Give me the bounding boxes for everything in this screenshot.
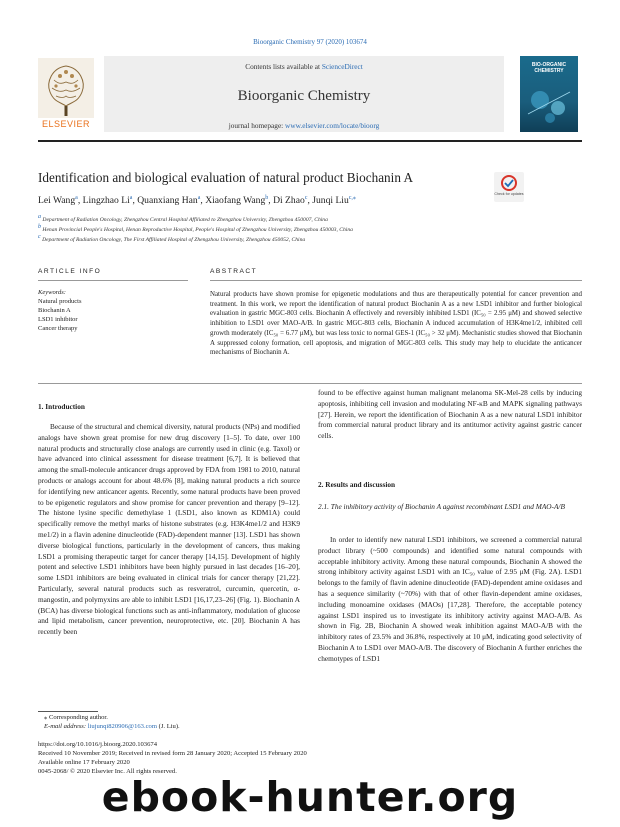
keywords-label: Keywords: (38, 289, 66, 296)
email-suffix: (J. Liu). (158, 723, 180, 730)
intro-paragraph: Because of the structural and chemical diversity, natural products (NPs) and modified analogs have shown great promise for new drug discovery [1–5]. To date, over 100 natural products and structurally close analogs are currently used in clinic (e.g. Taxol) or have advanced into clinical assessment for disease treatment [6,7]. It is believed that among the small-molecule anticancer drugs approved by FDA from 1981 to 2010, natural products or analogs account for about 48.6% [8], making natural products a rich source for identifying new anticancer agents. Recently, some natural products have been proved to be epigenetic regulators and show promise for cancer prevention and therapy [9–12]. The histone lysine specific demethylase 1 (LSD1, also known as KDM1A) could specifically remove the methyl marks of histone substrates (e.g. H3K4me1/2 and H3K9 me1/2) in a flavin adenine dinucleotide (FAD)-dependent manner [13]. LSD1 has shown diverse biological functions, particularly in the development of cancers, thus making LSD1 a promising therapeutic target for cancer therapy [14,15]. Development of highly potent and selective LSD1 inhibitors have been highly pursued in last decades [16–20], some LSD1 inhibitors are being evaluated in clinical trials for cancer therapy [21,22]. Particularly, several natural products such as resveratrol, curcumin, quercetin, α-mangostin, and polymyxins are able to inhibit LSD1 [16,17,23–26] (Fig. 1). Biochanin A (BCA) has diverse biological functions such as anti-inflammatory, modulation of glucose and lipid metabolism, cancer prevention, neuroprotective, etc. [20]. Biochanin A has recently been (38, 422, 300, 637)
affiliation (38, 224, 558, 233)
sciencedirect-link[interactable]: ScienceDirect (321, 62, 363, 71)
results-lead-paragraph: found to be effective against human malignant melanoma SK-Mel-28 cells by inducing apoptosis, inhibiting cell invasion and modulating NF-κB and MAPK signaling pathways [27]. Herein, we report the identification of Biochanin A as a new natural LSD1 inhibitor from commercial natural product library and its antitumor activity against gastric cancer cells. (318, 388, 582, 441)
article-info-heading: ARTICLE INFO (38, 268, 102, 275)
journal-citation[interactable]: Bioorganic Chemistry 97 (2020) 103674 (253, 38, 367, 46)
homepage-link[interactable]: www.elsevier.com/locate/bioorg (285, 121, 380, 130)
author-affil-sup[interactable]: b (265, 195, 269, 201)
contents-line (104, 62, 504, 71)
keyword: Natural products (38, 298, 82, 305)
keywords-block (38, 288, 188, 333)
affiliation (38, 234, 558, 243)
keyword: LSD1 inhibitor (38, 316, 78, 323)
results-heading: 2. Results and discussion (318, 480, 396, 489)
affil-text: Department of Radiation Oncology, The First Affiliated Hospital of Zhengzhou University, Zhengzhou 450052, China (42, 236, 306, 243)
email-label: E-mail address: (44, 723, 87, 730)
affil-sup: b (38, 224, 41, 230)
keyword: Biochanin A (38, 307, 71, 314)
affil-text: Henan Provincial People's Hospital, Henan Reproductive Hospital, People's Hospital of Zhengzhou University, Zhengzhou 450003, China (42, 226, 353, 233)
keyword: Cancer therapy (38, 325, 78, 332)
intro-heading: 1. Introduction (38, 402, 85, 411)
cover-title: BIO-ORGANIC CHEMISTRY (531, 62, 567, 74)
author-list: Lei Wang$^a$, Lingzhao Li$^a$, Quanxiang Han$^a$, Xiaofang Wang$^b$, Di Zhao$^c$, Junqi Liu$^{c,⁎}$ (38, 195, 356, 207)
author-name[interactable]: Di Zhao (273, 195, 305, 207)
homepage-line (104, 121, 504, 130)
email-link[interactable]: liujunqi820906@163.com (87, 723, 157, 730)
author-name[interactable]: Xiaofang Wang (205, 195, 266, 207)
watermark-text: ebook-hunter.org (101, 773, 519, 821)
author-name[interactable]: Junqi Liu (312, 195, 349, 207)
author-name[interactable]: Lingzhao Li (82, 195, 130, 207)
email-line (38, 722, 180, 732)
available-online: Available online 17 February 2020 (38, 759, 130, 766)
abstract-rule (210, 280, 582, 281)
author-name[interactable]: Quanxiang Han (137, 195, 198, 207)
affiliation (38, 214, 558, 223)
author-affil-sup[interactable]: c,⁎ (348, 195, 356, 201)
journal-title: Bioorganic Chemistry (237, 88, 371, 104)
homepage-prefix: journal homepage: (228, 121, 284, 130)
check-updates-label: Check for updates (494, 192, 524, 196)
contents-prefix: Contents lists available at (245, 62, 321, 71)
elsevier-logo (38, 58, 94, 130)
author-affil-sup[interactable]: a (129, 195, 133, 201)
abstract-bottom-rule (38, 383, 582, 384)
abstract-heading: ABSTRACT (210, 268, 258, 275)
header-divider (38, 140, 582, 142)
abstract-text: Natural products have shown promise for epigenetic modulations and thus are therapeutically potential for cancer prevention and treatment. In this work, we report the identification of natural product Biochanin A as a new LSD1 inhibitor and further biological evaluation in gastric MGC-803 cells. Biochanin A effectively and reversibly inhibited LSD1 (IC₅₀ = 2.95 μM) and showed selective inhibition to LSD1 over MAO-A/B. In gastric MGC-803 cells, Biochanin A induced accumulation of H3K4me1/2, inhibited cell growth moderately (IC₅₀ = 6.77 μM), but was less toxic to normal GES-1 (IC₅₀ > 32 μM). Mechanistic studies showed that Biochanin A suppressed colony formation, cell apoptosis, and migration of MGC-803 cells. This study may help to elucidate the anticancer mechanisms of Biochanin A. (210, 291, 582, 357)
author-affil-sup[interactable]: c (304, 195, 308, 201)
author-affil-sup[interactable]: a (75, 195, 78, 201)
doi-link[interactable]: https://doi.org/10.1016/j.bioorg.2020.103674 (38, 741, 157, 748)
results-paragraph: In order to identify new natural LSD1 inhibitors, we screened a commercial natural product library (~500 compounds) and identified some natural compounds with acceptable inhibitory activity. Among these natural compounds, Biochanin A showed the strong inhibitory activity against LSD1 with an IC₅₀ value of 2.95 μM (Fig. 2A). LSD1 belongs to the family of flavin adenine dinucleotide (FAD)-dependent amine oxidases and has a sequence similarity (~70%) with that of other flavin-dependent amine oxidases, including monoamine oxidases (MAOs) [17,28]. Therefore, the acceptable potency against LSD1 inspired us to investigate its inhibitory activity against MAO-A/B. As shown in Fig. 2B, Biochanin A showed weak inhibition against MAO-A/B with the inhibitory rates of 23.5% and 36.8%, respectively at 10 μM, indicating good selectivity of Biochanin A to LSD1 over MAO-A/B. The discovery of Biochanin A further enriches the chemotypes of LSD1 (318, 535, 582, 663)
footnote-rule (38, 711, 98, 712)
article-title: Identification and biological evaluation of natural product Biochanin A (38, 170, 413, 185)
subsection-heading: 2.1. The inhibitory activity of Biochanin A against recombinant LSD1 and MAO-A/B (318, 502, 565, 511)
affil-sup: c (38, 234, 41, 240)
elsevier-wordmark: ELSEVIER (41, 119, 91, 129)
author-name[interactable]: Lei Wang (38, 195, 76, 207)
affil-sup: a (38, 214, 41, 220)
corresponding-author: ⁎ Corresponding author. (44, 714, 108, 721)
received-dates: Received 10 November 2019; Received in revised form 28 January 2020; Accepted 15 February 2020 (38, 750, 307, 757)
author-affil-sup[interactable]: a (197, 195, 201, 201)
copyright-line: 0045-2068/ © 2020 Elsevier Inc. All rights reserved. (38, 768, 177, 775)
article-info-rule (38, 280, 188, 281)
affil-text: Department of Radiation Oncology, Zhengzhou Central Hospital Affiliated to Zhengzhou University, Zhengzhou 450007, China (42, 216, 328, 223)
